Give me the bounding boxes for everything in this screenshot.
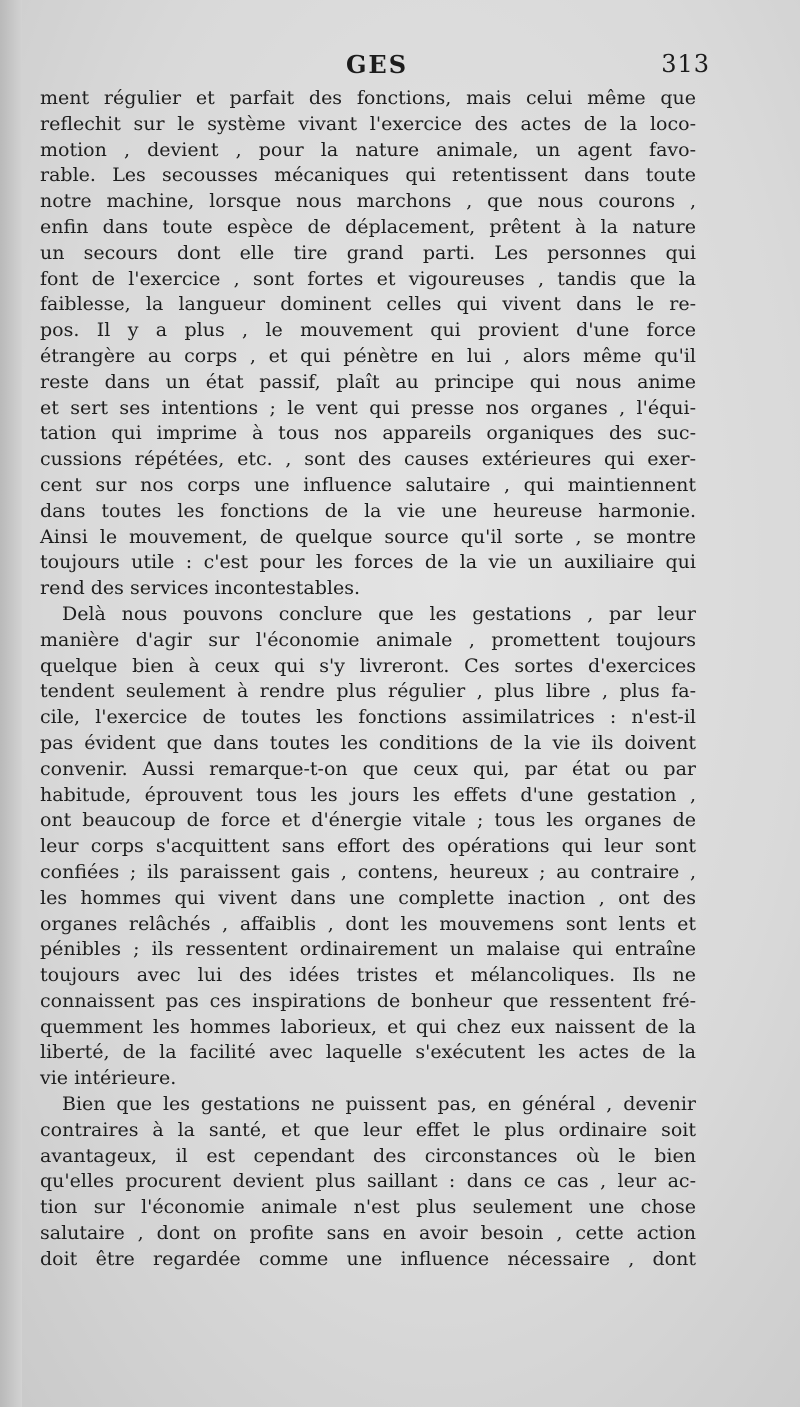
- text-line: dans toutes les fonctions de la vie une heureuse harmonie.: [40, 499, 696, 522]
- text-line: avantageux, il est cependant des circonstances où le bien: [40, 1144, 696, 1167]
- text-line: contraires à la santé, et que leur effet le plus ordinaire soit: [40, 1118, 696, 1141]
- text-line: cile, l'exercice de toutes les fonctions assimilatrices : n'est-il: [40, 706, 696, 729]
- page-gutter-shadow: [0, 0, 22, 1407]
- text-line: étrangère au corps , et qui pénètre en lui , alors même qu'il: [40, 344, 696, 367]
- text-line: tendent seulement à rendre plus régulier , plus libre , plus fa-: [40, 680, 696, 703]
- text-line: quelque bien à ceux qui s'y livreront. Ces sortes d'exercices: [40, 654, 696, 677]
- text-line: leur corps s'acquittent sans effort des opérations qui leur sont: [40, 835, 696, 858]
- text-line: cent sur nos corps une influence salutaire , qui maintiennent: [40, 473, 696, 496]
- text-line: tation qui imprime à tous nos appareils organiques des suc-: [40, 422, 696, 445]
- page-number: 313: [661, 50, 710, 78]
- text-line: Bien que les gestations ne puissent pas, en général , devenir: [62, 1093, 696, 1116]
- text-line: cussions répétées, etc. , sont des causes extérieures qui exer-: [40, 448, 696, 471]
- text-line: habitude, éprouvent tous les jours les effets d'une gestation ,: [40, 783, 696, 806]
- text-line: notre machine, lorsque nous marchons , que nous courons ,: [40, 190, 696, 213]
- text-line: rend des services incontestables.: [40, 577, 361, 600]
- text-line: liberté, de la facilité avec laquelle s'exécutent les actes de la: [40, 1041, 696, 1064]
- text-line: enfin dans toute espèce de déplacement, prêtent à la nature: [40, 215, 696, 238]
- text-line: connaissent pas ces inspirations de bonheur que ressentent fré-: [40, 989, 696, 1012]
- text-line: reste dans un état passif, plaît au principe qui nous anime: [40, 370, 696, 393]
- text-line: reflechit sur le système vivant l'exercice des actes de la loco-: [40, 112, 696, 135]
- text-line: ont beaucoup de force et d'énergie vitale ; tous les organes de: [40, 809, 696, 832]
- text-line: salutaire , dont on profite sans en avoir besoin , cette action: [40, 1222, 696, 1245]
- text-line: confiées ; ils paraissent gais , contens, heureux ; au contraire ,: [40, 860, 696, 883]
- text-line: toujours avec lui des idées tristes et mélancoliques. Ils ne: [40, 964, 696, 987]
- text-line: tion sur l'économie animale n'est plus seulement une chose: [40, 1196, 696, 1219]
- text-line: vie intérieure.: [40, 1067, 177, 1090]
- text-line: manière d'agir sur l'économie animale , promettent toujours: [40, 628, 696, 651]
- text-line: quemment les hommes laborieux, et qui chez eux naissent de la: [40, 1015, 696, 1038]
- text-line: rable. Les secousses mécaniques qui retentissent dans toute: [40, 164, 696, 187]
- running-head: GES: [345, 50, 409, 79]
- text-line: pas évident que dans toutes les conditions de la vie ils doivent: [40, 731, 696, 754]
- text-line: convenir. Aussi remarque-t-on que ceux qui, par état ou par: [40, 757, 696, 780]
- text-line: Ainsi le mouvement, de quelque source qu'il sorte , se montre: [40, 525, 696, 548]
- text-line: Delà nous pouvons conclure que les gestations , par leur: [62, 602, 696, 625]
- body-text: [40, 86, 696, 1273]
- text-line: faiblesse, la langueur dominent celles qui vivent dans le re-: [40, 293, 696, 316]
- text-line: les hommes qui vivent dans une complette inaction , ont des: [40, 886, 696, 909]
- text-line: qu'elles procurent devient plus saillant : dans ce cas , leur ac-: [40, 1170, 696, 1193]
- text-line: organes relâchés , affaiblis , dont les mouvemens sont lents et: [40, 912, 696, 935]
- text-line: motion , devient , pour la nature animale, un agent favo-: [40, 138, 696, 161]
- text-line: toujours utile : c'est pour les forces de la vie un auxiliaire qui: [40, 551, 696, 574]
- text-line: pos. Il y a plus , le mouvement qui provient d'une force: [40, 319, 696, 342]
- text-line: et sert ses intentions ; le vent qui presse nos organes , l'équi-: [40, 396, 696, 419]
- text-line: font de l'exercice , sont fortes et vigoureuses , tandis que la: [40, 267, 696, 290]
- text-line: un secours dont elle tire grand parti. Les personnes qui: [40, 241, 696, 264]
- page-header: [44, 50, 710, 84]
- text-line: ment régulier et parfait des fonctions, mais celui même que: [40, 87, 696, 109]
- text-line: doit être regardée comme une influence nécessaire , dont: [40, 1247, 696, 1270]
- text-line: pénibles ; ils ressentent ordinairement un malaise qui entraîne: [40, 938, 696, 961]
